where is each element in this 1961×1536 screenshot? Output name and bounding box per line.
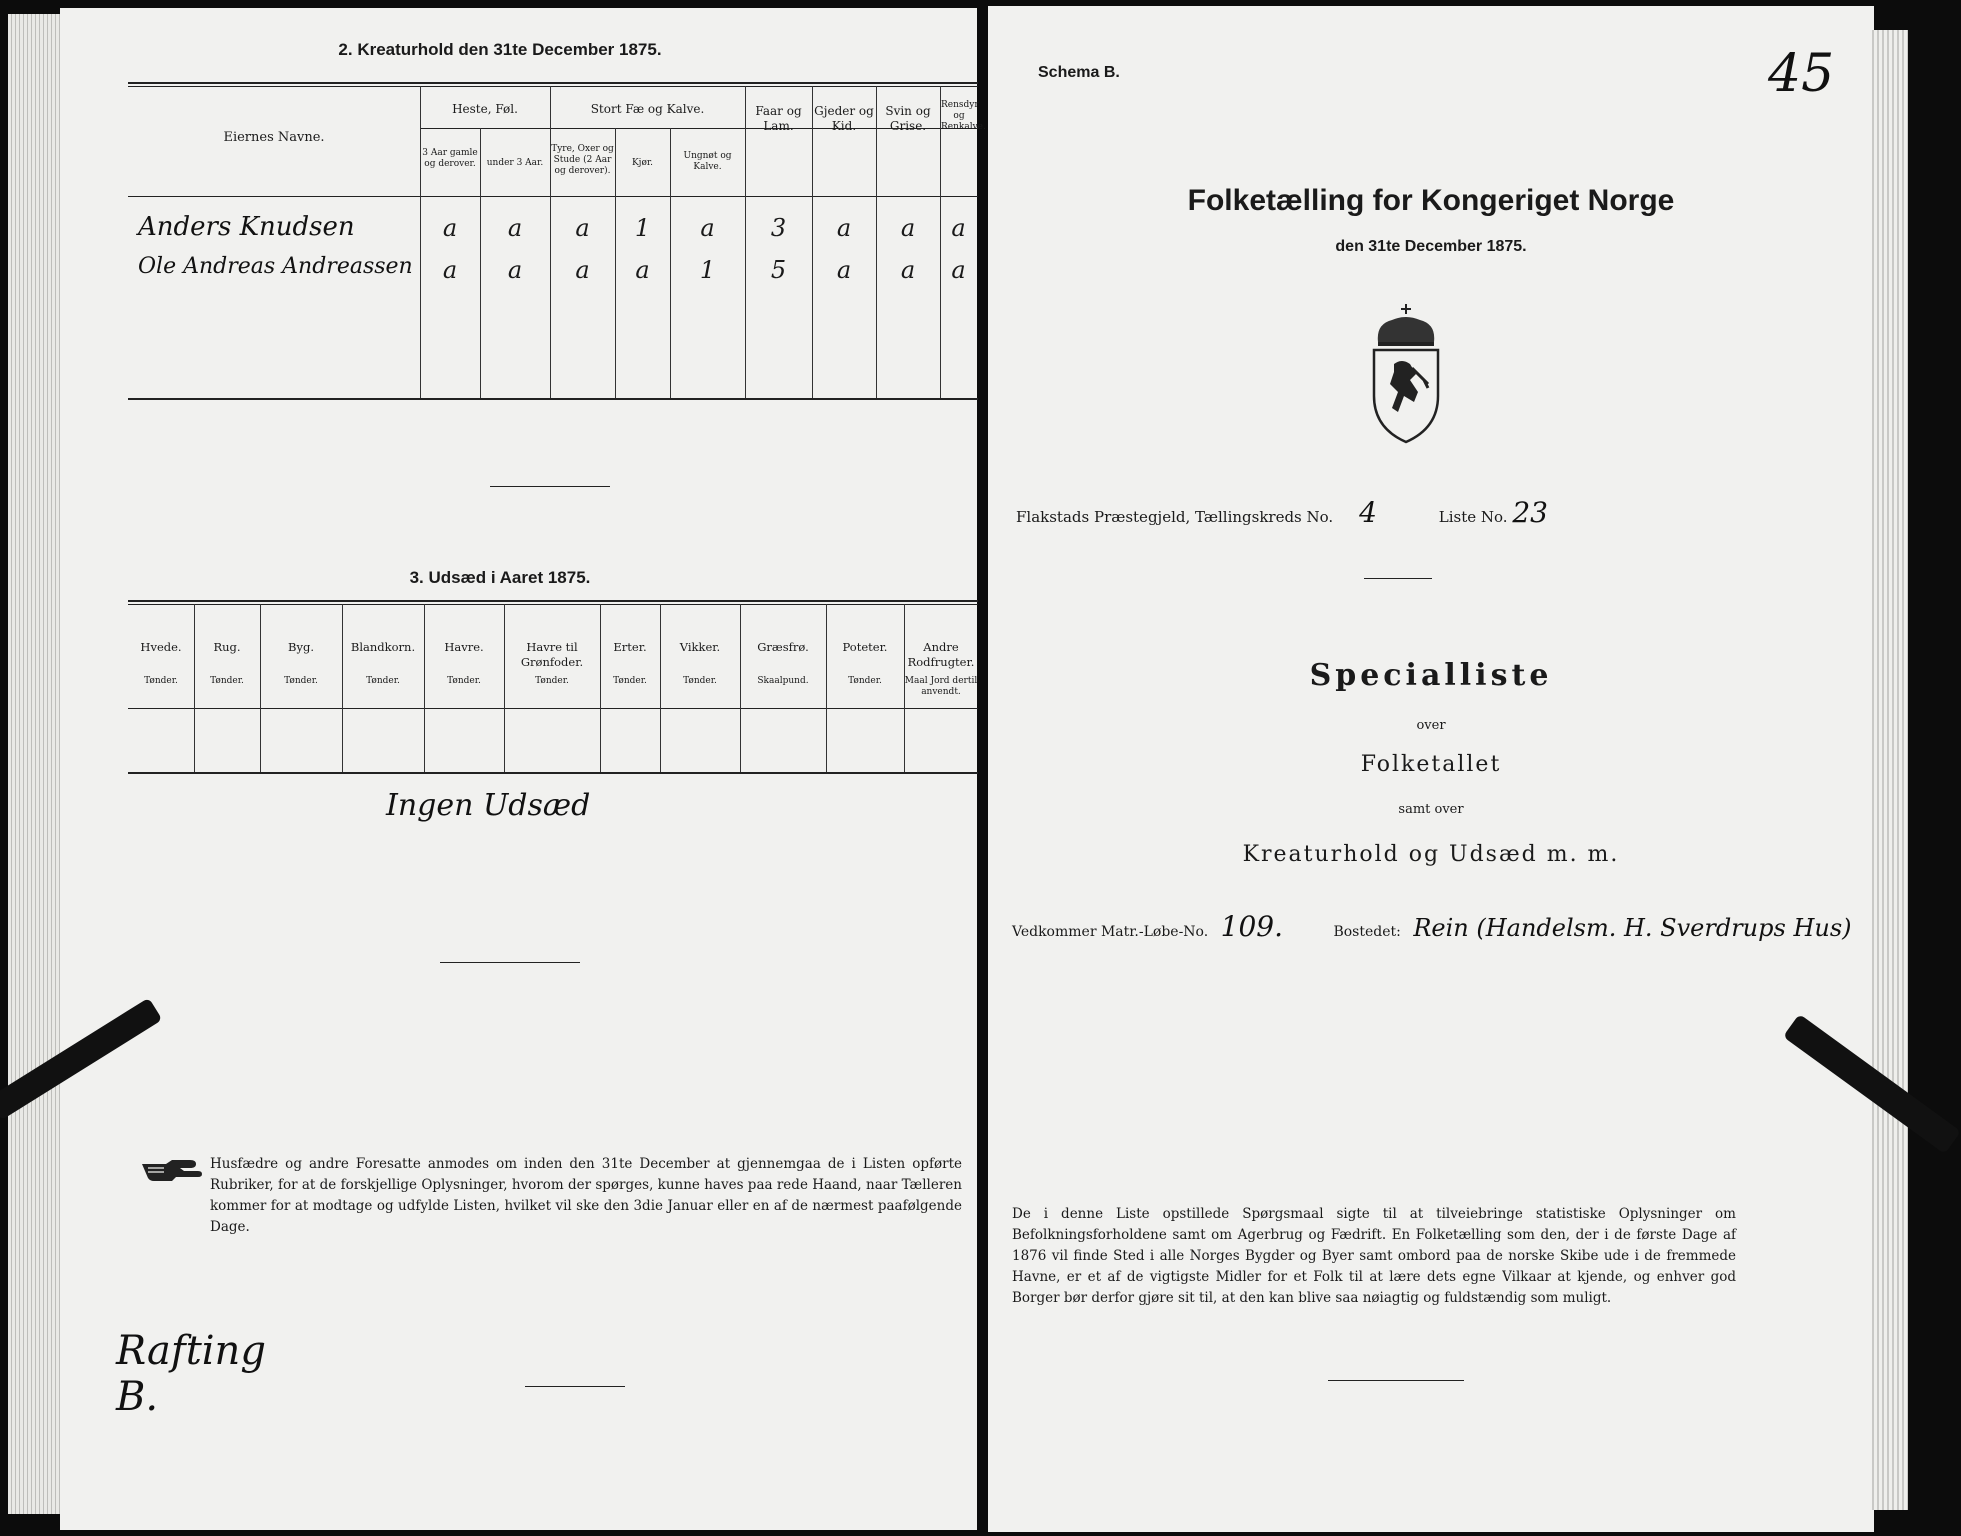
crop-unit: Tønder. bbox=[447, 676, 481, 686]
cell-value: a bbox=[900, 214, 916, 242]
liste-value: 23 bbox=[1512, 496, 1548, 529]
crop-unit: Tønder. bbox=[366, 676, 400, 686]
crop-name: Vikker. bbox=[679, 640, 721, 654]
page-number: 45 bbox=[1768, 44, 1835, 104]
crop-unit: Skaalpund. bbox=[757, 676, 809, 686]
crop-name: Byg. bbox=[288, 640, 314, 654]
bosted-label: Bostedet: bbox=[1333, 924, 1401, 940]
owner-name: Anders Knudsen bbox=[138, 212, 355, 242]
right-page bbox=[988, 6, 1874, 1532]
cell-value: a bbox=[575, 256, 590, 284]
section2-title: 2. Kreaturhold den 31te December 1875. bbox=[338, 40, 662, 59]
cell-value: 3 bbox=[770, 214, 787, 242]
cell-value: 1 bbox=[699, 256, 716, 284]
crop-unit: Tønder. bbox=[613, 676, 647, 686]
column-rule bbox=[504, 604, 505, 772]
pointing-hand-icon bbox=[140, 1156, 204, 1184]
col-ren: Rensdyr og Renkalve. bbox=[941, 100, 986, 132]
left-page bbox=[60, 8, 986, 1530]
crop-name: Hvede. bbox=[140, 640, 182, 654]
subtitle: den 31te December 1875. bbox=[1335, 238, 1527, 255]
crop-unit: Tønder. bbox=[144, 676, 178, 686]
page-edge-stack bbox=[8, 14, 68, 1514]
crop-name: Rug. bbox=[213, 640, 241, 654]
folketallet: Folketallet bbox=[1360, 752, 1502, 777]
cell-value: a bbox=[900, 256, 916, 284]
col-ungnet: Ungnøt og Kalve. bbox=[683, 151, 732, 172]
cell-value: a bbox=[507, 214, 523, 242]
cell-value: a bbox=[836, 256, 852, 284]
cell-value: a bbox=[442, 256, 458, 284]
col-gjeder: Gjeder og Kid. bbox=[814, 104, 874, 133]
matr-value: 109. bbox=[1220, 910, 1283, 943]
kreaturhold-heading: Kreaturhold og Udsæd m. m. bbox=[1242, 842, 1620, 867]
col-faar: Faar og Lam. bbox=[755, 104, 802, 133]
column-rule bbox=[260, 604, 261, 772]
kreds-value: 4 bbox=[1359, 496, 1377, 529]
divider bbox=[490, 486, 610, 487]
over-text: over bbox=[1416, 718, 1446, 733]
cell-value: a bbox=[836, 214, 852, 242]
matr-line bbox=[1012, 910, 1852, 943]
cell-value: a bbox=[951, 256, 966, 284]
column-rule bbox=[194, 604, 195, 772]
handwritten-note: Ingen Udsæd bbox=[386, 788, 591, 823]
cell-value: 1 bbox=[634, 214, 651, 242]
col-heste-3: 3 Aar gamle og derover. bbox=[422, 148, 478, 169]
group-heste: Heste, Føl. bbox=[452, 102, 518, 116]
crop-name: Erter. bbox=[613, 640, 647, 654]
divider bbox=[440, 962, 580, 963]
cell-value: a bbox=[635, 256, 650, 284]
column-rule bbox=[660, 604, 661, 772]
cell-value: 5 bbox=[770, 256, 787, 284]
cell-value: a bbox=[700, 214, 715, 242]
crop-unit: Tønder. bbox=[535, 676, 569, 686]
col-kjer: Kjør. bbox=[631, 158, 654, 168]
crop-unit: Tønder. bbox=[683, 676, 717, 686]
owner-name: Ole Andreas Andreassen bbox=[138, 254, 413, 279]
column-rule bbox=[826, 604, 827, 772]
crop-unit: Tønder. bbox=[848, 676, 882, 686]
page-edge-stack-right bbox=[1872, 30, 1908, 1510]
column-rule bbox=[342, 604, 343, 772]
cell-value: a bbox=[951, 214, 966, 242]
divider bbox=[525, 1386, 625, 1387]
kreds-label: Tællingskreds No. bbox=[1195, 508, 1334, 526]
bosted-value: Rein (Handelsm. H. Sverdrups Hus) bbox=[1413, 914, 1852, 942]
col-svin: Svin og Grise. bbox=[885, 104, 931, 133]
group-stort: Stort Fæ og Kalve. bbox=[590, 102, 705, 116]
divider bbox=[1364, 578, 1432, 579]
main-title: Folketælling for Kongeriget Norge bbox=[1187, 184, 1675, 217]
cell-value: a bbox=[442, 214, 458, 242]
cell-value: a bbox=[575, 214, 590, 242]
crop-unit: Tønder. bbox=[284, 676, 318, 686]
col-owner: Eiernes Navne. bbox=[223, 130, 325, 145]
column-rule bbox=[424, 604, 425, 772]
col-heste-u3: under 3 Aar. bbox=[486, 158, 544, 168]
column-rule bbox=[600, 604, 601, 772]
norwegian-lion-crest-icon bbox=[1368, 302, 1444, 444]
signature: Rafting B. bbox=[116, 1328, 266, 1420]
section3-title: 3. Udsæd i Aaret 1875. bbox=[409, 568, 591, 587]
footer-text: De i denne Liste opstillede Spørgsmaal sigte til at tilveiebringe statistiske Oplysninger om Befolkningsforholdene samt om Agerbrug og Fædrift. En Folketælling som den, der i de første Dage af 1876 vil finde Sted i alle Norges Bygder og Byer samt ombord paa de norske Skibe ude i de fremmede Havne, er et af de vigtigste Midler for et Folk til at lære dets egne Vilkaar at kjende, og enhver god Borger bør derfor gjøre sit til, at den kan blive saa nøiagtig og fuldstændig som muligt. bbox=[1012, 1206, 1736, 1306]
crop-name: Blandkorn. bbox=[350, 640, 416, 654]
location-line bbox=[1016, 496, 1548, 529]
crop-name: Poteter. bbox=[842, 640, 888, 654]
divider bbox=[1328, 1380, 1464, 1381]
crop-unit: Maal Jord dertil anvendt. bbox=[904, 676, 978, 697]
samt-over: samt over bbox=[1398, 802, 1464, 817]
crop-name: Andre Rodfrugter. bbox=[907, 640, 975, 669]
col-tyre: Tyre, Oxer og Stude (2 Aar og derover). bbox=[551, 144, 614, 176]
matr-label: Vedkommer Matr.-Løbe-No. bbox=[1012, 924, 1209, 940]
column-rule bbox=[740, 604, 741, 772]
crop-name: Havre til Grønfoder. bbox=[520, 640, 584, 669]
crop-unit: Tønder. bbox=[210, 676, 244, 686]
cell-value: a bbox=[507, 256, 523, 284]
specialliste-heading: Specialliste bbox=[1309, 658, 1553, 693]
crop-name: Græsfrø. bbox=[757, 640, 809, 654]
schema-label: Schema B. bbox=[1038, 64, 1120, 81]
crop-name: Havre. bbox=[444, 640, 484, 654]
prestegjeld: Flakstads Præstegjeld, bbox=[1016, 508, 1191, 526]
liste-label: Liste No. bbox=[1438, 508, 1508, 526]
notice-text: Husfædre og andre Foresatte anmodes om inden den 31te December at gjennemgaa de i Listen opførte Rubriker, for at de forskjellige Oplysninger, hvorom der spørges, kunne haves paa rede Haand, naar Tælleren kommer for at modtage og udfylde Listen, hvilket vil ske den 3die Januar eller en af de nærmest paafølgende Dage. bbox=[210, 1156, 962, 1235]
